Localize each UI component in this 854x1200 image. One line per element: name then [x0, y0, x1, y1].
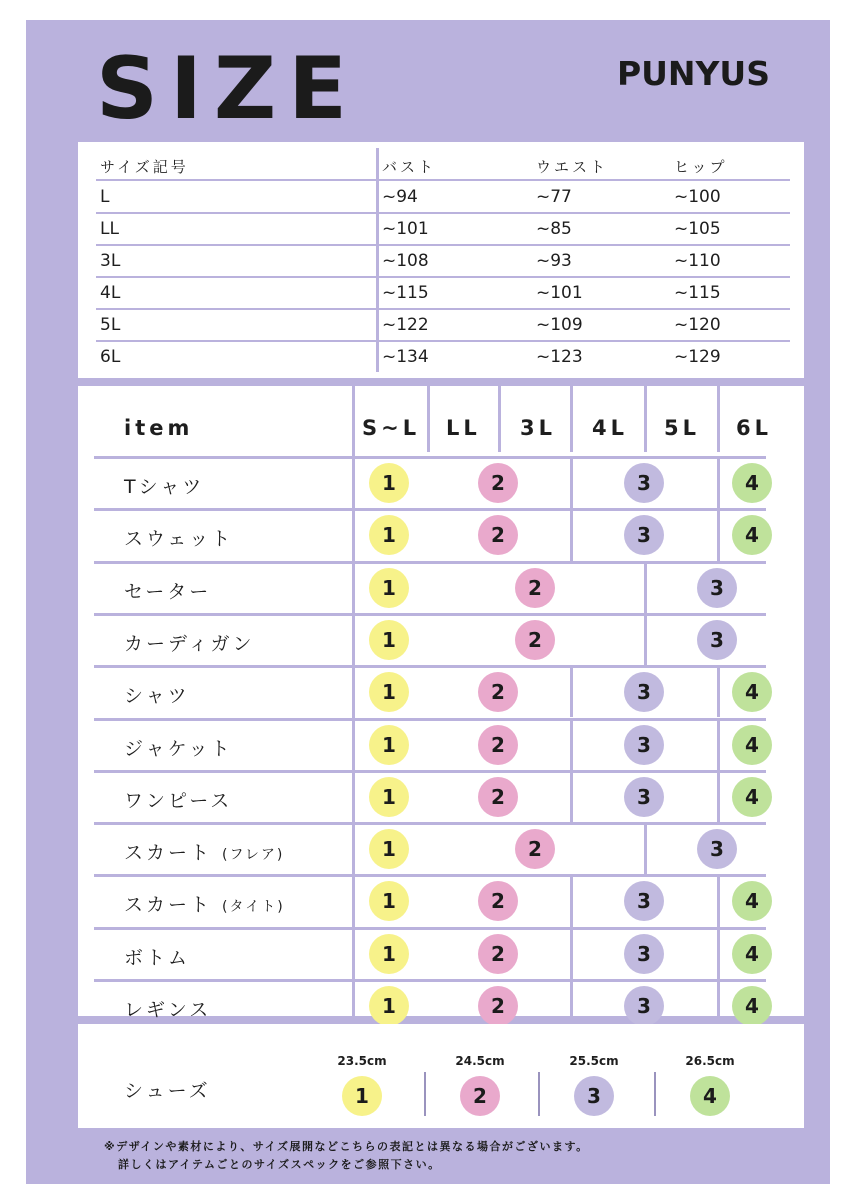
item-label [124, 681, 190, 708]
table-row [96, 309, 790, 342]
item-label [124, 629, 254, 656]
size-code: LL [100, 219, 119, 239]
divider [644, 616, 647, 665]
table-row [96, 245, 790, 278]
shoe-badge: 4 [690, 1076, 730, 1116]
measurement-table [78, 142, 804, 378]
size-group-badge: 4 [732, 777, 772, 817]
item-name: Tシャツ [124, 476, 205, 498]
divider [352, 386, 355, 1016]
size-group-badge: 1 [369, 672, 409, 712]
size-group-badge: 1 [369, 829, 409, 869]
size-group-badge: 2 [478, 934, 518, 974]
size-group-badge: 1 [369, 934, 409, 974]
waist-value: ~123 [536, 347, 583, 367]
item-name: ボトム [124, 946, 191, 969]
divider [427, 386, 430, 452]
item-name: シャツ [124, 685, 190, 708]
header-size-5l: 5L [664, 416, 700, 440]
waist-value: ~93 [536, 251, 572, 271]
bust-value: ~134 [382, 347, 429, 367]
size-group-badge: 2 [515, 829, 555, 869]
divider [94, 456, 766, 459]
header-size-code: サイズ記号 [100, 158, 189, 176]
item-subtype: (タイト) [222, 899, 285, 916]
size-group-badge: 3 [624, 725, 664, 765]
size-group-badge: 2 [478, 515, 518, 555]
size-code: 3L [100, 251, 121, 271]
hip-value: ~115 [674, 283, 721, 303]
divider [570, 459, 573, 508]
hip-value: ~129 [674, 347, 721, 367]
divider [570, 877, 573, 926]
size-group-badge: 1 [369, 568, 409, 608]
divider [644, 825, 647, 874]
size-code: 6L [100, 347, 121, 367]
waist-value: ~101 [536, 283, 583, 303]
table-row [96, 341, 790, 372]
size-group-badge: 1 [369, 620, 409, 660]
item-label [124, 472, 204, 499]
divider [717, 877, 720, 926]
item-subtype: (フレア) [222, 847, 285, 864]
header-waist: ウエスト [536, 158, 609, 176]
size-group-badge: 1 [369, 515, 409, 555]
page-frame [26, 20, 830, 1184]
hip-value: ~100 [674, 187, 721, 207]
divider [94, 979, 766, 982]
divider [570, 721, 573, 770]
item-label [124, 524, 233, 551]
size-group-badge: 4 [732, 986, 772, 1026]
size-group-badge: 3 [624, 515, 664, 555]
divider [424, 1072, 426, 1116]
header-size-ll: LL [446, 416, 481, 440]
waist-value: ~109 [536, 315, 583, 335]
size-code: 4L [100, 283, 121, 303]
divider [570, 773, 573, 822]
divider [644, 564, 647, 613]
shoes-label: シューズ [124, 1080, 211, 1102]
divider [717, 930, 720, 979]
divider [717, 773, 720, 822]
item-name: ジャケット [124, 737, 233, 760]
bust-value: ~94 [382, 187, 418, 207]
divider [717, 459, 720, 508]
table-header-row [96, 148, 790, 181]
header-size-s-l: S~L [362, 416, 421, 440]
item-label [124, 838, 284, 865]
size-group-badge: 2 [478, 986, 518, 1026]
item-name: セーター [124, 580, 212, 603]
item-name: カーディガン [124, 632, 255, 655]
shoes-panel [78, 1024, 804, 1128]
hip-value: ~120 [674, 315, 721, 335]
shoe-size: 25.5cm [569, 1054, 619, 1068]
size-group-badge: 1 [369, 881, 409, 921]
divider [94, 874, 766, 877]
size-group-badge: 2 [478, 725, 518, 765]
item-name: スウェット [124, 528, 234, 551]
item-label [124, 890, 285, 917]
item-label [124, 577, 211, 604]
size-group-badge: 2 [478, 777, 518, 817]
size-group-badge: 4 [732, 672, 772, 712]
size-group-badge: 2 [478, 672, 518, 712]
size-group-badge: 4 [732, 881, 772, 921]
header-item: item [124, 416, 194, 440]
size-group-badge: 2 [515, 620, 555, 660]
waist-value: ~77 [536, 187, 572, 207]
waist-value: ~85 [536, 219, 572, 239]
divider [498, 386, 501, 452]
hip-value: ~110 [674, 251, 721, 271]
item-label [124, 786, 232, 813]
table-row [96, 213, 790, 246]
size-group-badge: 3 [697, 829, 737, 869]
bust-value: ~122 [382, 315, 429, 335]
shoe-size: 26.5cm [685, 1054, 735, 1068]
table-row [96, 277, 790, 310]
size-group-badge: 3 [697, 568, 737, 608]
divider [717, 668, 720, 717]
header-bust: バスト [382, 158, 437, 176]
bust-value: ~101 [382, 219, 429, 239]
size-group-badge: 3 [697, 620, 737, 660]
size-group-badge: 2 [478, 463, 518, 503]
table-row [96, 181, 790, 214]
divider [570, 930, 573, 979]
header-hip: ヒップ [674, 158, 728, 176]
size-group-badge: 1 [369, 777, 409, 817]
divider [94, 770, 766, 773]
item-label [124, 995, 211, 1022]
shoe-badge: 1 [342, 1076, 382, 1116]
item-name: スカート [124, 894, 213, 917]
divider [717, 721, 720, 770]
divider [94, 927, 766, 930]
divider [94, 822, 766, 825]
header-size-4l: 4L [592, 416, 628, 440]
divider [570, 668, 573, 717]
item-name: レギンス [124, 999, 212, 1021]
divider [717, 386, 720, 452]
divider [717, 511, 720, 560]
item-size-table [78, 386, 804, 1021]
divider [94, 561, 766, 564]
size-group-badge: 3 [624, 777, 664, 817]
divider [570, 511, 573, 560]
footnote [104, 1138, 589, 1174]
bust-value: ~115 [382, 283, 429, 303]
size-group-badge: 4 [732, 463, 772, 503]
size-group-badge: 4 [732, 515, 772, 555]
size-group-badge: 1 [369, 463, 409, 503]
size-group-badge: 3 [624, 881, 664, 921]
size-group-badge: 3 [624, 672, 664, 712]
size-group-badge: 4 [732, 934, 772, 974]
size-group-badge: 2 [478, 881, 518, 921]
shoe-badge: 2 [460, 1076, 500, 1116]
shoe-badge: 3 [574, 1076, 614, 1116]
size-group-badge: 3 [624, 463, 664, 503]
shoe-size: 23.5cm [337, 1054, 387, 1068]
divider [94, 718, 766, 721]
shoe-size: 24.5cm [455, 1054, 505, 1068]
header-size-3l: 3L [520, 416, 556, 440]
footnote-line: ※デザインや素材により、サイズ展開などこちらの表記とは異なる場合がございます。 [104, 1140, 589, 1153]
brand-logo: PUNYUS [616, 54, 770, 93]
header-size-6l: 6L [736, 416, 772, 440]
size-group-badge: 3 [624, 986, 664, 1026]
divider [538, 1072, 540, 1116]
divider [94, 665, 766, 668]
divider [94, 613, 766, 616]
size-code: 5L [100, 315, 121, 335]
divider [644, 386, 647, 452]
divider [570, 386, 573, 452]
page-title: SIZE [96, 39, 360, 139]
footnote-line: 詳しくはアイテムごとのサイズスペックをご参照下さい。 [118, 1158, 441, 1171]
size-group-badge: 4 [732, 725, 772, 765]
item-name: ワンピース [124, 789, 233, 812]
item-label [124, 734, 233, 761]
size-code: L [100, 187, 110, 207]
size-group-badge: 1 [369, 725, 409, 765]
item-name: スカート [124, 842, 213, 865]
size-group-badge: 1 [369, 986, 409, 1026]
size-group-badge: 2 [515, 568, 555, 608]
bust-value: ~108 [382, 251, 429, 271]
divider [94, 508, 766, 511]
divider [654, 1072, 656, 1116]
item-label [124, 943, 190, 970]
hip-value: ~105 [674, 219, 721, 239]
size-group-badge: 3 [624, 934, 664, 974]
